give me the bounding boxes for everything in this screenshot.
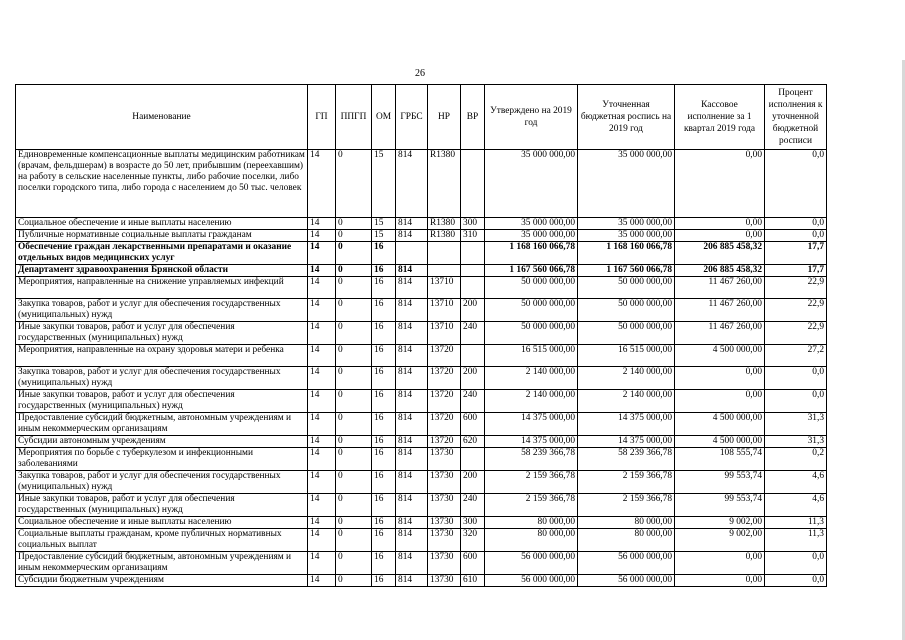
table-row <box>16 436 827 448</box>
cell-om: 15 <box>372 218 396 230</box>
table-row <box>16 390 827 413</box>
cell-np: 13720 <box>428 413 461 436</box>
cell-percent: 31,3 <box>765 413 827 436</box>
cell-ppgp: 0 <box>336 529 372 552</box>
cell-approved: 50 000 000,00 <box>485 277 578 299</box>
cell-np: 13730 <box>428 517 461 529</box>
table-row <box>16 150 827 218</box>
cell-cash: 9 002,00 <box>675 517 765 529</box>
cell-ppgp: 0 <box>336 517 372 529</box>
cell-name: Закупка товаров, работ и услуг для обеспечения государственных (муниципальных) нужд <box>16 367 308 390</box>
cell-grbs: 814 <box>396 552 428 575</box>
cell-cash: 11 467 260,00 <box>675 299 765 322</box>
cell-ppgp: 0 <box>336 494 372 517</box>
cell-gp: 14 <box>308 494 336 517</box>
cell-approved: 58 239 366,78 <box>485 448 578 471</box>
cell-np: 13730 <box>428 529 461 552</box>
table-row <box>16 230 827 242</box>
cell-vr <box>461 150 485 218</box>
cell-vr: 240 <box>461 494 485 517</box>
cell-np: 13730 <box>428 448 461 471</box>
table-row <box>16 322 827 345</box>
cell-percent: 4,6 <box>765 471 827 494</box>
cell-om: 16 <box>372 265 396 277</box>
cell-refined: 56 000 000,00 <box>578 575 675 587</box>
cell-percent: 0,0 <box>765 230 827 242</box>
cell-refined: 35 000 000,00 <box>578 150 675 218</box>
cell-np: 13710 <box>428 322 461 345</box>
cell-vr: 200 <box>461 299 485 322</box>
cell-vr <box>461 242 485 265</box>
cell-cash: 4 500 000,00 <box>675 345 765 367</box>
cell-ppgp: 0 <box>336 448 372 471</box>
table-row <box>16 367 827 390</box>
cell-gp: 14 <box>308 322 336 345</box>
cell-approved: 35 000 000,00 <box>485 150 578 218</box>
cell-cash: 11 467 260,00 <box>675 322 765 345</box>
cell-name: Иные закупки товаров, работ и услуг для обеспечения государственных (муниципальных) нужд <box>16 390 308 413</box>
cell-np: 13730 <box>428 494 461 517</box>
cell-approved: 1 167 560 066,78 <box>485 265 578 277</box>
cell-cash: 0,00 <box>675 150 765 218</box>
cell-gp: 14 <box>308 517 336 529</box>
cell-name: Субсидии автономным учреждениям <box>16 436 308 448</box>
cell-percent: 17,7 <box>765 242 827 265</box>
cell-gp: 14 <box>308 575 336 587</box>
cell-np: 13710 <box>428 299 461 322</box>
table-row <box>16 345 827 367</box>
cell-approved: 16 515 000,00 <box>485 345 578 367</box>
cell-percent: 0,0 <box>765 367 827 390</box>
cell-om: 16 <box>372 552 396 575</box>
cell-refined: 50 000 000,00 <box>578 322 675 345</box>
cell-gp: 14 <box>308 242 336 265</box>
cell-ppgp: 0 <box>336 413 372 436</box>
cell-cash: 11 467 260,00 <box>675 277 765 299</box>
cell-vr: 620 <box>461 436 485 448</box>
cell-gp: 14 <box>308 471 336 494</box>
cell-refined: 16 515 000,00 <box>578 345 675 367</box>
cell-ppgp: 0 <box>336 242 372 265</box>
cell-ppgp: 0 <box>336 345 372 367</box>
cell-cash: 0,00 <box>675 575 765 587</box>
cell-name: Предоставление субсидий бюджетным, автономным учреждениям и иным некоммерческим организациям <box>16 413 308 436</box>
cell-grbs: 814 <box>396 299 428 322</box>
cell-ppgp: 0 <box>336 299 372 322</box>
cell-np: 13720 <box>428 390 461 413</box>
cell-approved: 80 000,00 <box>485 517 578 529</box>
table-row <box>16 552 827 575</box>
cell-percent: 11,3 <box>765 529 827 552</box>
cell-om: 16 <box>372 299 396 322</box>
cell-gp: 14 <box>308 345 336 367</box>
cell-cash: 0,00 <box>675 367 765 390</box>
cell-refined: 14 375 000,00 <box>578 413 675 436</box>
cell-approved: 35 000 000,00 <box>485 218 578 230</box>
cell-name: Мероприятия, направленные на охрану здоровья матери и ребенка <box>16 345 308 367</box>
cell-grbs: 814 <box>396 517 428 529</box>
cell-om: 16 <box>372 448 396 471</box>
cell-approved: 1 168 160 066,78 <box>485 242 578 265</box>
cell-np: 13730 <box>428 471 461 494</box>
cell-ppgp: 0 <box>336 277 372 299</box>
cell-ppgp: 0 <box>336 436 372 448</box>
cell-gp: 14 <box>308 230 336 242</box>
cell-om: 16 <box>372 471 396 494</box>
cell-approved: 14 375 000,00 <box>485 436 578 448</box>
cell-ppgp: 0 <box>336 218 372 230</box>
budget-table-body <box>16 150 827 587</box>
cell-name: Мероприятия, направленные на снижение управляемых инфекций <box>16 277 308 299</box>
cell-vr: 310 <box>461 230 485 242</box>
table-row <box>16 575 827 587</box>
cell-cash: 108 555,74 <box>675 448 765 471</box>
cell-cash: 99 553,74 <box>675 494 765 517</box>
cell-om: 16 <box>372 322 396 345</box>
header-percent: Процент исполнения к уточненной бюджетной росписи <box>765 85 827 150</box>
cell-name: Социальные выплаты гражданам, кроме публичных нормативных социальных выплат <box>16 529 308 552</box>
cell-np: 13710 <box>428 277 461 299</box>
header-approved: Утверждено на 2019 год <box>485 85 578 150</box>
cell-percent: 27,2 <box>765 345 827 367</box>
cell-percent: 22,9 <box>765 277 827 299</box>
cell-om: 15 <box>372 150 396 218</box>
table-row <box>16 529 827 552</box>
cell-ppgp: 0 <box>336 552 372 575</box>
header-om: ОМ <box>372 85 396 150</box>
cell-ppgp: 0 <box>336 150 372 218</box>
budget-table <box>15 84 827 587</box>
cell-vr <box>461 277 485 299</box>
cell-grbs: 814 <box>396 150 428 218</box>
cell-gp: 14 <box>308 150 336 218</box>
cell-ppgp: 0 <box>336 575 372 587</box>
cell-cash: 9 002,00 <box>675 529 765 552</box>
cell-np: 13720 <box>428 367 461 390</box>
cell-name: Социальное обеспечение и иные выплаты населению <box>16 517 308 529</box>
cell-grbs: 814 <box>396 494 428 517</box>
header-ppgp: ППГП <box>336 85 372 150</box>
cell-grbs: 814 <box>396 390 428 413</box>
cell-grbs: 814 <box>396 345 428 367</box>
cell-approved: 2 159 366,78 <box>485 471 578 494</box>
cell-np: R1380 <box>428 218 461 230</box>
cell-grbs: 814 <box>396 529 428 552</box>
cell-vr: 300 <box>461 517 485 529</box>
cell-om: 16 <box>372 277 396 299</box>
cell-grbs: 814 <box>396 471 428 494</box>
cell-percent: 0,0 <box>765 552 827 575</box>
cell-percent: 0,0 <box>765 575 827 587</box>
cell-gp: 14 <box>308 367 336 390</box>
header-name: Наименование <box>16 85 308 150</box>
cell-vr: 200 <box>461 471 485 494</box>
cell-percent: 17,7 <box>765 265 827 277</box>
cell-vr: 600 <box>461 552 485 575</box>
cell-gp: 14 <box>308 413 336 436</box>
cell-percent: 0,0 <box>765 150 827 218</box>
cell-approved: 2 140 000,00 <box>485 367 578 390</box>
cell-np: R1380 <box>428 230 461 242</box>
cell-grbs: 814 <box>396 322 428 345</box>
cell-cash: 0,00 <box>675 218 765 230</box>
table-header-row <box>16 85 827 150</box>
cell-refined: 50 000 000,00 <box>578 299 675 322</box>
cell-gp: 14 <box>308 218 336 230</box>
cell-approved: 50 000 000,00 <box>485 322 578 345</box>
cell-name: Социальное обеспечение и иные выплаты населению <box>16 218 308 230</box>
cell-om: 16 <box>372 494 396 517</box>
cell-percent: 22,9 <box>765 322 827 345</box>
cell-vr: 240 <box>461 322 485 345</box>
cell-ppgp: 0 <box>336 471 372 494</box>
cell-approved: 2 140 000,00 <box>485 390 578 413</box>
cell-refined: 1 167 560 066,78 <box>578 265 675 277</box>
cell-name: Субсидии бюджетным учреждениям <box>16 575 308 587</box>
cell-np: 13730 <box>428 575 461 587</box>
cell-om: 16 <box>372 517 396 529</box>
cell-name: Закупка товаров, работ и услуг для обеспечения государственных (муниципальных) нужд <box>16 299 308 322</box>
table-row <box>16 494 827 517</box>
cell-vr: 240 <box>461 390 485 413</box>
cell-ppgp: 0 <box>336 367 372 390</box>
cell-np: 13720 <box>428 436 461 448</box>
cell-refined: 2 159 366,78 <box>578 494 675 517</box>
cell-refined: 35 000 000,00 <box>578 230 675 242</box>
cell-gp: 14 <box>308 448 336 471</box>
cell-cash: 4 500 000,00 <box>675 436 765 448</box>
table-row <box>16 448 827 471</box>
cell-percent: 31,3 <box>765 436 827 448</box>
cell-vr <box>461 265 485 277</box>
cell-gp: 14 <box>308 299 336 322</box>
cell-cash: 4 500 000,00 <box>675 413 765 436</box>
table-row <box>16 517 827 529</box>
cell-om: 16 <box>372 575 396 587</box>
cell-gp: 14 <box>308 436 336 448</box>
cell-refined: 2 140 000,00 <box>578 390 675 413</box>
cell-grbs: 814 <box>396 230 428 242</box>
cell-approved: 2 159 366,78 <box>485 494 578 517</box>
cell-cash: 0,00 <box>675 552 765 575</box>
cell-percent: 0,0 <box>765 390 827 413</box>
cell-cash: 0,00 <box>675 390 765 413</box>
cell-name: Обеспечение граждан лекарственными препаратами и оказание отдельных видов медицинских услуг <box>16 242 308 265</box>
header-gp: ГП <box>308 85 336 150</box>
cell-percent: 11,3 <box>765 517 827 529</box>
cell-name: Закупка товаров, работ и услуг для обеспечения государственных (муниципальных) нужд <box>16 471 308 494</box>
cell-grbs: 814 <box>396 436 428 448</box>
cell-approved: 56 000 000,00 <box>485 575 578 587</box>
table-row <box>16 299 827 322</box>
cell-np <box>428 242 461 265</box>
cell-np: 13730 <box>428 552 461 575</box>
cell-grbs <box>396 242 428 265</box>
cell-approved: 14 375 000,00 <box>485 413 578 436</box>
cell-gp: 14 <box>308 390 336 413</box>
cell-grbs: 814 <box>396 265 428 277</box>
cell-refined: 80 000,00 <box>578 517 675 529</box>
table-row <box>16 265 827 277</box>
header-vr: ВР <box>461 85 485 150</box>
cell-om: 16 <box>372 529 396 552</box>
cell-approved: 80 000,00 <box>485 529 578 552</box>
cell-om: 15 <box>372 230 396 242</box>
table-row <box>16 218 827 230</box>
cell-name: Публичные нормативные социальные выплаты гражданам <box>16 230 308 242</box>
cell-vr <box>461 345 485 367</box>
cell-ppgp: 0 <box>336 390 372 413</box>
cell-vr: 600 <box>461 413 485 436</box>
header-refined: Уточненная бюджетная роспись на 2019 год <box>578 85 675 150</box>
cell-gp: 14 <box>308 552 336 575</box>
cell-name: Департамент здравоохранения Брянской области <box>16 265 308 277</box>
cell-vr: 200 <box>461 367 485 390</box>
cell-percent: 4,6 <box>765 494 827 517</box>
cell-name: Иные закупки товаров, работ и услуг для обеспечения государственных (муниципальных) нужд <box>16 494 308 517</box>
cell-name: Предоставление субсидий бюджетным, автономным учреждениям и иным некоммерческим организациям <box>16 552 308 575</box>
cell-approved: 56 000 000,00 <box>485 552 578 575</box>
cell-approved: 50 000 000,00 <box>485 299 578 322</box>
cell-refined: 2 140 000,00 <box>578 367 675 390</box>
cell-om: 16 <box>372 436 396 448</box>
table-row <box>16 242 827 265</box>
cell-np: 13720 <box>428 345 461 367</box>
cell-grbs: 814 <box>396 575 428 587</box>
cell-refined: 1 168 160 066,78 <box>578 242 675 265</box>
cell-grbs: 814 <box>396 367 428 390</box>
cell-gp: 14 <box>308 277 336 299</box>
cell-grbs: 814 <box>396 448 428 471</box>
cell-om: 16 <box>372 390 396 413</box>
cell-name: Иные закупки товаров, работ и услуг для обеспечения государственных (муниципальных) нужд <box>16 322 308 345</box>
cell-ppgp: 0 <box>336 322 372 345</box>
cell-om: 16 <box>372 413 396 436</box>
cell-vr: 300 <box>461 218 485 230</box>
cell-cash: 99 553,74 <box>675 471 765 494</box>
cell-grbs: 814 <box>396 277 428 299</box>
cell-refined: 50 000 000,00 <box>578 277 675 299</box>
cell-percent: 0,2 <box>765 448 827 471</box>
table-row <box>16 413 827 436</box>
header-cash: Кассовое исполнение за 1 квартал 2019 года <box>675 85 765 150</box>
cell-refined: 58 239 366,78 <box>578 448 675 471</box>
cell-gp: 14 <box>308 529 336 552</box>
cell-grbs: 814 <box>396 413 428 436</box>
cell-cash: 206 885 458,32 <box>675 242 765 265</box>
cell-name: Единовременные компенсационные выплаты медицинским работникам (врачам, фельдшерам) в возрасте до 50 лет, прибывшим (переехавшим) на работу в сельские населенные пункты, либо рабочие поселки, либо поселки городского типа, либо города с населением до 50 тыс. человек <box>16 150 308 218</box>
cell-np: R1380 <box>428 150 461 218</box>
cell-percent: 0,0 <box>765 218 827 230</box>
cell-cash: 206 885 458,32 <box>675 265 765 277</box>
table-row <box>16 471 827 494</box>
cell-refined: 35 000 000,00 <box>578 218 675 230</box>
cell-om: 16 <box>372 242 396 265</box>
cell-gp: 14 <box>308 265 336 277</box>
page-number: 26 <box>415 68 425 79</box>
cell-ppgp: 0 <box>336 230 372 242</box>
header-grbs: ГРБС <box>396 85 428 150</box>
table-row <box>16 277 827 299</box>
cell-om: 16 <box>372 345 396 367</box>
cell-refined: 2 159 366,78 <box>578 471 675 494</box>
cell-name: Мероприятия по борьбе с туберкулезом и инфекционными заболеваниями <box>16 448 308 471</box>
cell-refined: 14 375 000,00 <box>578 436 675 448</box>
header-np: НР <box>428 85 461 150</box>
cell-percent: 22,9 <box>765 299 827 322</box>
cell-approved: 35 000 000,00 <box>485 230 578 242</box>
cell-vr <box>461 448 485 471</box>
cell-vr: 610 <box>461 575 485 587</box>
cell-refined: 56 000 000,00 <box>578 552 675 575</box>
cell-grbs: 814 <box>396 218 428 230</box>
cell-ppgp: 0 <box>336 265 372 277</box>
cell-vr: 320 <box>461 529 485 552</box>
cell-np <box>428 265 461 277</box>
cell-cash: 0,00 <box>675 230 765 242</box>
cell-om: 16 <box>372 367 396 390</box>
cell-refined: 80 000,00 <box>578 529 675 552</box>
